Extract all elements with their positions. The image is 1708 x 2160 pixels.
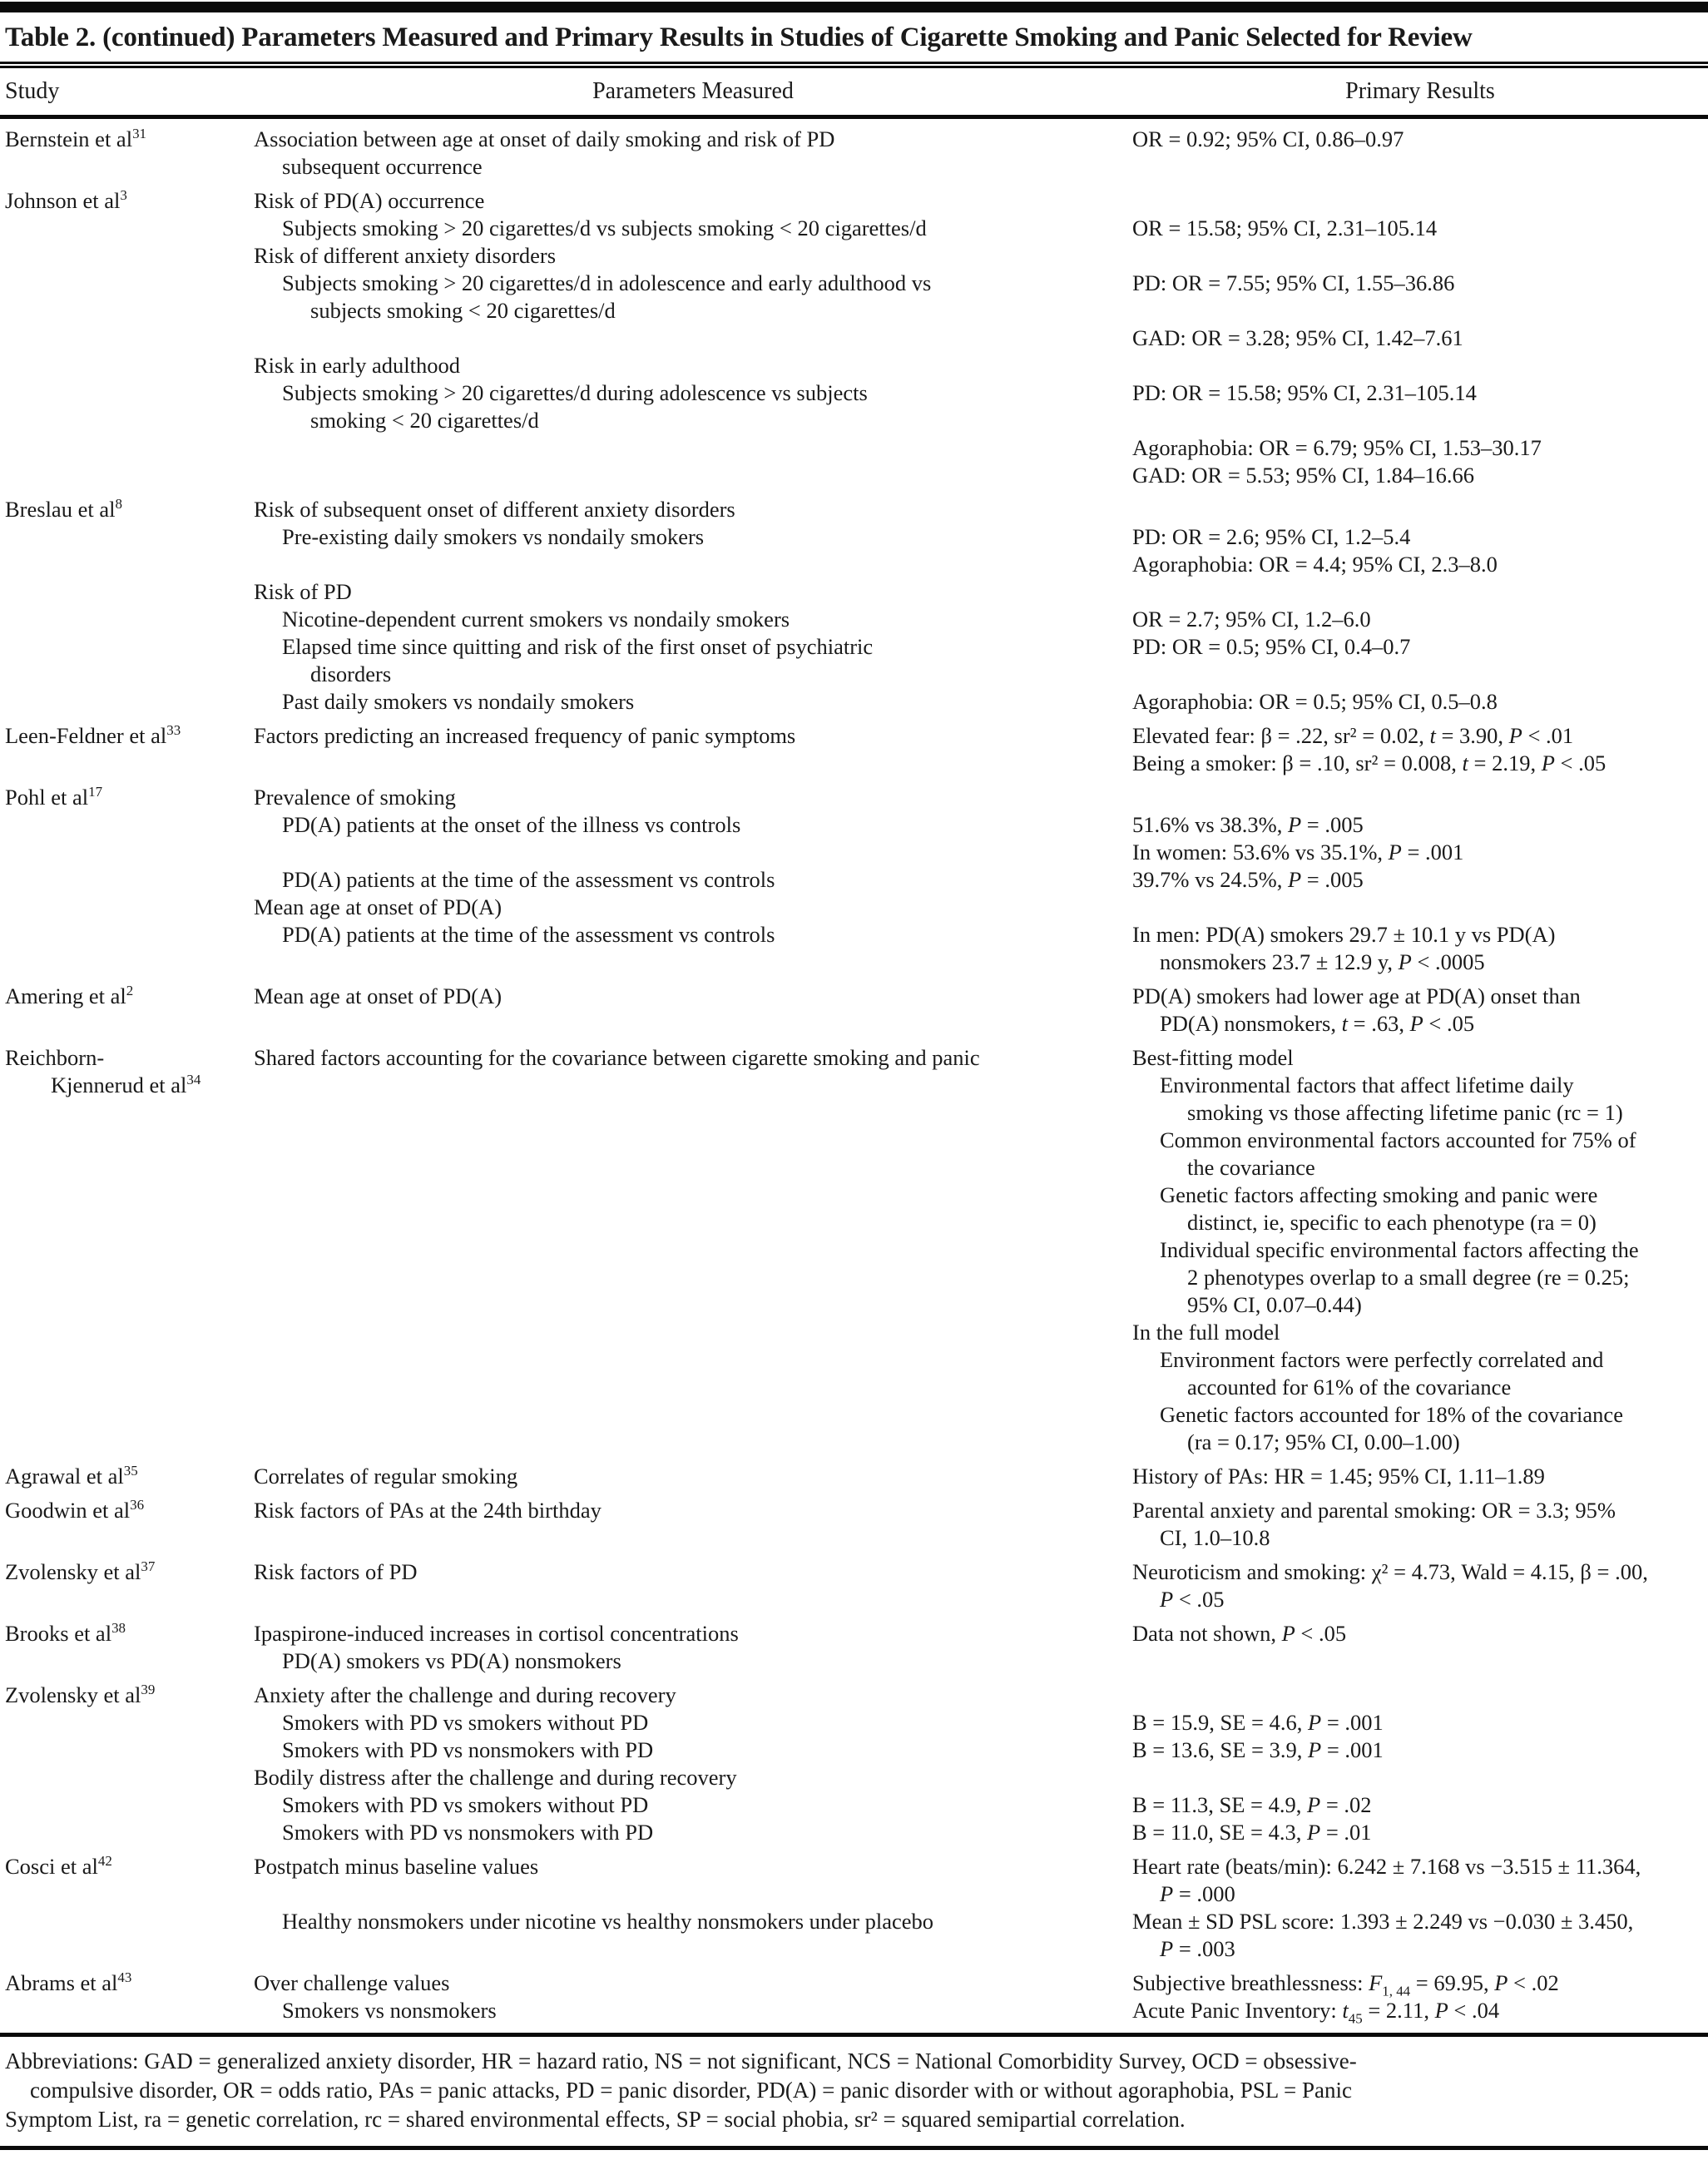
table-row [5,811,1708,839]
results-cell: OR = 15.58; 95% CI, 2.31–105.14 [1132,216,1438,240]
parameters-cell: Ipaspirone-induced increases in cortisol concentrations [254,1621,739,1646]
study-cell [5,215,254,242]
results-cell [1132,352,1708,379]
study-cell [5,1736,254,1764]
study-group [5,784,1708,976]
results-cell: 95% CI, 0.07–0.44) [1187,1292,1362,1317]
study-cell [5,606,254,633]
table-row [5,578,1708,606]
study-cell [5,1997,254,2024]
study-cell: Cosci et $al^{42}$ [5,1853,112,1879]
top-rule [0,2,1708,12]
study-group [5,1463,1708,1490]
results-cell [1132,407,1708,434]
parameters-cell [254,1346,1132,1374]
study-group [5,1558,1708,1613]
results-cell [1132,1764,1708,1791]
table-row [5,1209,1708,1236]
parameters-cell [254,1401,1132,1429]
table-row [5,1154,1708,1182]
study-cell: Goodwin et $al^{36}$ [5,1497,145,1523]
table-row [5,1010,1708,1038]
parameters-cell: Mean age at onset of PD(A) [254,983,502,1008]
study-cell: Zvolensky et $al^{39}$ [5,1682,156,1707]
results-cell: Individual specific environmental factors affecting the [1160,1237,1639,1262]
results-cell: P = .003 [1160,1936,1235,1961]
parameters-cell: Risk of subsequent onset of different anxiety disorders [254,497,735,522]
table-body [0,119,1708,2033]
study-cell [5,811,254,839]
parameters-cell: Association between age at onset of daily smoking and risk of PD [254,126,835,151]
table-row [5,1429,1708,1456]
table-row [5,187,1708,215]
study-cell: Leen-Feldner et $al^{33}$ [5,722,181,748]
table-row [5,688,1708,716]
table-row [5,215,1708,242]
results-cell [1132,153,1708,181]
parameters-cell [254,1524,1132,1552]
table-row [5,1264,1708,1291]
study-cell [5,1154,254,1182]
parameters-cell: Correlates of regular smoking [254,1464,518,1489]
column-header-results: Primary Results [1345,78,1495,104]
parameters-cell: Bodily distress after the challenge and during recovery [254,1765,737,1790]
results-cell: GAD: OR = 3.28; 95% CI, 1.42–7.61 [1132,325,1463,350]
parameters-cell [254,839,1132,866]
parameters-cell [254,1099,1132,1127]
results-cell: PD: OR = 15.58; 95% CI, 2.31–105.14 [1132,380,1477,405]
table-row [5,407,1708,434]
table-row [5,894,1708,921]
study-cell [5,921,254,949]
study-cell [5,661,254,688]
parameters-cell: Over challenge values [254,1970,450,1995]
results-cell: Mean ± SD PSL score: 1.393 ± 2.249 vs −0.030 ± 3.450, [1132,1909,1634,1934]
table-row [5,324,1708,352]
bottom-margin [0,2150,1708,2155]
results-cell: PD(A) smokers had lower age at PD(A) onset than [1132,983,1581,1008]
results-cell: Environmental factors that affect lifetime daily [1160,1073,1574,1097]
table-row [5,523,1708,551]
study-cell [5,578,254,606]
parameters-cell: Subjects smoking > 20 cigarettes/d vs subjects smoking < 20 cigarettes/d [282,216,927,240]
study-cell [5,750,254,777]
results-cell: distinct, ie, specific to each phenotype (ra = 0) [1187,1210,1597,1235]
parameters-cell [254,1319,1132,1346]
results-cell [1132,242,1708,270]
table-row [5,1935,1708,1963]
study-cell [5,434,254,462]
table-row [5,1620,1708,1647]
journal-table-page [0,2,1708,2155]
parameters-cell: PD(A) patients at the time of the assessment vs controls [282,867,775,892]
study-cell [5,1099,254,1127]
study-cell: Kjennerud et $al^{34}$ [51,1072,201,1097]
parameters-cell: Smokers with PD vs smokers without PD [282,1792,649,1817]
column-header-row [0,68,1708,115]
table-row [5,242,1708,270]
parameters-cell: Anxiety after the challenge and during recovery [254,1682,676,1707]
table-row [5,1291,1708,1319]
table-row [5,126,1708,153]
table-row [5,352,1708,379]
parameters-cell: Smokers with PD vs smokers without PD [282,1710,649,1735]
study-cell [5,270,254,297]
results-cell: OR = 0.92; 95% CI, 0.86–0.97 [1132,126,1404,151]
parameters-cell: Shared factors accounting for the covariance between cigarette smoking and panic [254,1045,980,1070]
parameters-cell: Healthy nonsmokers under nicotine vs healthy nonsmokers under placebo [282,1909,934,1934]
study-group [5,1682,1708,1846]
study-cell [5,1319,254,1346]
results-cell: OR = 2.7; 95% CI, 1.2–6.0 [1132,607,1371,632]
parameters-cell [254,949,1132,976]
table-row [5,297,1708,324]
parameters-cell: Risk factors of PAs at the 24th birthday [254,1498,602,1523]
study-cell [5,949,254,976]
table-row [5,1099,1708,1127]
results-cell [1132,297,1708,324]
table-row [5,750,1708,777]
parameters-cell [254,1374,1132,1401]
parameters-cell [254,1154,1132,1182]
results-cell: nonsmokers 23.7 ± 12.9 y, P < .0005 [1160,949,1485,974]
parameters-cell: Risk of PD(A) occurrence [254,188,485,213]
results-cell [1132,894,1708,921]
results-cell: P = .000 [1160,1881,1235,1906]
parameters-cell: PD(A) patients at the time of the assessment vs controls [282,922,775,947]
study-cell [5,462,254,489]
results-cell [1132,1682,1708,1709]
results-cell: PD: OR = 0.5; 95% CI, 0.4–0.7 [1132,634,1411,659]
study-cell [5,633,254,661]
parameters-cell [254,1209,1132,1236]
parameters-cell: Risk factors of PD [254,1559,418,1584]
results-cell: Genetic factors accounted for 18% of the covariance [1160,1402,1623,1427]
results-cell: P < .05 [1160,1587,1225,1612]
table-row [5,434,1708,462]
table-row [5,839,1708,866]
table-row [5,1558,1708,1586]
parameters-cell: Risk of different anxiety disorders [254,243,557,268]
results-cell: PD(A) nonsmokers, t = .63, P < .05 [1160,1011,1475,1036]
study-cell [5,1346,254,1374]
parameters-cell: PD(A) smokers vs PD(A) nonsmokers [282,1648,621,1673]
results-cell: B = 11.3, SE = 4.9, P = .02 [1132,1792,1372,1817]
results-cell: PD: OR = 7.55; 95% CI, 1.55–36.86 [1132,270,1455,295]
results-cell: PD: OR = 2.6; 95% CI, 1.2–5.4 [1132,524,1411,549]
study-cell [5,1819,254,1846]
study-group [5,1497,1708,1552]
table-row [5,1647,1708,1675]
parameters-cell: Risk of PD [254,579,352,604]
table-row [5,1497,1708,1524]
results-cell [1132,496,1708,523]
study-cell [5,523,254,551]
parameters-cell: subsequent occurrence [282,154,483,179]
study-cell: Zvolensky et $al^{37}$ [5,1558,156,1584]
study-group [5,126,1708,181]
parameters-cell [254,1010,1132,1038]
table-row [5,379,1708,407]
results-cell: Neuroticism and smoking: χ² = 4.73, Wald = 4.15, β = .00, [1132,1559,1648,1584]
study-cell [5,894,254,921]
table-row [5,606,1708,633]
parameters-cell: Smokers with PD vs nonsmokers with PD [282,1737,654,1762]
parameters-cell: Nicotine-dependent current smokers vs nondaily smokers [282,607,790,632]
study-cell: Pohl et $al^{17}$ [5,784,103,810]
study-cell [5,1586,254,1613]
results-cell: GAD: OR = 5.53; 95% CI, 1.84–16.66 [1132,463,1474,488]
parameters-cell: Smokers vs nonsmokers [282,1998,497,2023]
parameters-cell: Elapsed time since quitting and risk of the first onset of psychiatric [282,634,874,659]
parameters-cell: Pre-existing daily smokers vs nondaily smokers [282,524,705,549]
study-cell [5,866,254,894]
results-cell: B = 11.0, SE = 4.3, P = .01 [1132,1820,1372,1845]
results-cell: Environment factors were perfectly correlated and [1160,1347,1604,1372]
results-cell [1132,1647,1708,1675]
study-cell [5,324,254,352]
column-header-parameters: Parameters Measured [592,78,794,104]
study-cell: Reichborn- [5,1045,105,1070]
results-cell [1132,187,1708,215]
table-row [5,1182,1708,1209]
study-cell [5,379,254,407]
table-title: Table 2. (continued) Parameters Measured and Primary Results in Studies of Cigarette Smoking and Panic Selected for Review [5,22,1473,52]
column-header-study: Study [5,78,60,104]
study-cell: Agrawal et $al^{35}$ [5,1463,138,1489]
table-row [5,866,1708,894]
parameters-cell: PD(A) patients at the onset of the illness vs controls [282,812,741,837]
study-cell [5,1791,254,1819]
table-row [5,1072,1708,1099]
study-group [5,1620,1708,1675]
study-group [5,496,1708,716]
parameters-cell [254,1880,1132,1908]
table-row [5,462,1708,489]
study-cell: Johnson et $al^3$ [5,187,127,213]
table-row [5,1346,1708,1374]
table-row [5,949,1708,976]
table-row [5,1819,1708,1846]
results-cell [1132,661,1708,688]
parameters-cell: Smokers with PD vs nonsmokers with PD [282,1820,654,1845]
study-cell [5,1182,254,1209]
table-row [5,1764,1708,1791]
study-cell [5,551,254,578]
study-group [5,1044,1708,1456]
study-cell [5,1209,254,1236]
parameters-cell [254,1236,1132,1264]
parameters-cell [254,750,1132,777]
results-cell: Agoraphobia: OR = 4.4; 95% CI, 2.3–8.0 [1132,552,1498,577]
study-cell [5,1524,254,1552]
parameters-cell [254,1127,1132,1154]
study-group [5,187,1708,489]
table-row [5,722,1708,750]
study-cell [5,1010,254,1038]
table-row [5,1853,1708,1880]
parameters-cell: Past daily smokers vs nondaily smokers [282,689,635,714]
results-cell: Being a smoker: β = .10, sr² = 0.008, t = 2.19, P < .05 [1132,751,1607,775]
study-cell [5,153,254,181]
table-row [5,1236,1708,1264]
table-row [5,153,1708,181]
study-cell [5,1764,254,1791]
table-row [5,784,1708,811]
table-row [5,551,1708,578]
study-cell [5,1935,254,1963]
study-cell [5,1647,254,1675]
study-cell [5,688,254,716]
parameters-cell: Risk in early adulthood [254,353,461,378]
title-divider-rule [0,62,1708,68]
results-cell: smoking vs those affecting lifetime panic (rc = 1) [1187,1100,1623,1125]
parameters-cell [254,324,1132,352]
results-cell: the covariance [1187,1155,1315,1180]
results-cell: Parental anxiety and parental smoking: OR = 3.3; 95% [1132,1498,1616,1523]
table-row [5,1044,1708,1072]
study-group [5,1853,1708,1963]
results-cell: Best-fitting model [1132,1045,1294,1070]
study-group [5,983,1708,1038]
table-row [5,496,1708,523]
results-cell: In men: PD(A) smokers 29.7 ± 10.1 y vs PD(A) [1132,922,1556,947]
study-cell [5,242,254,270]
study-cell: Abrams et $al^{43}$ [5,1969,132,1995]
results-cell: CI, 1.0–10.8 [1160,1525,1270,1550]
study-cell: Bernstein et $al^{31}$ [5,126,146,151]
parameters-cell: smoking < 20 cigarettes/d [310,408,539,433]
results-cell [1132,784,1708,811]
study-cell: Brooks et $al^{38}$ [5,1620,126,1646]
results-cell: accounted for 61% of the covariance [1187,1375,1512,1400]
parameters-cell: Factors predicting an increased frequency of panic symptoms [254,723,796,748]
results-cell: History of PAs: HR = 1.45; 95% CI, 1.11–1.89 [1132,1464,1545,1489]
results-cell: B = 13.6, SE = 3.9, P = .001 [1132,1737,1384,1762]
study-cell [5,352,254,379]
results-cell: Elevated fear: β = .22, sr² = 0.02, t = 3.90, P < .01 [1132,723,1574,748]
results-cell: Acute Panic Inventory: $t_{45} = 2.11$, P < .04 [1132,1998,1500,2027]
study-cell [5,1264,254,1291]
table-row [5,1586,1708,1613]
study-cell [5,1127,254,1154]
parameters-cell: subjects smoking < 20 cigarettes/d [310,298,616,323]
parameters-cell [254,462,1132,489]
table-row [5,1463,1708,1490]
parameters-cell [254,1429,1132,1456]
study-cell [5,1374,254,1401]
results-cell: Agoraphobia: OR = 6.79; 95% CI, 1.53–30.17 [1132,435,1542,460]
results-cell: Heart rate (beats/min): 6.242 ± 7.168 vs −3.515 ± 11.364, [1132,1854,1641,1879]
table-row [5,1709,1708,1736]
table-row [5,1401,1708,1429]
parameters-cell: Postpatch minus baseline values [254,1854,539,1879]
parameters-cell [254,1072,1132,1099]
study-group [5,1969,1708,2027]
footnote-line: Abbreviations: GAD = generalized anxiety disorder, HR = hazard ratio, NS = not significant, NCS = National Comorbidity Survey, OCD = obsessive- [5,2049,1357,2073]
study-cell [5,297,254,324]
footnote-line: Symptom List, ra = genetic correlation, rc = shared environmental effects, SP = social phobia, sr² = squared semipartial correlation. [5,2107,1186,2132]
parameters-cell [254,1291,1132,1319]
study-group [5,722,1708,777]
parameters-cell [254,1182,1132,1209]
table-row [5,1682,1708,1709]
parameters-cell: Subjects smoking > 20 cigarettes/d during adolescence vs subjects [282,380,868,405]
table-row [5,1374,1708,1401]
table-row [5,1319,1708,1346]
results-cell: 2 phenotypes overlap to a small degree (re = 0.25; [1187,1265,1630,1290]
results-cell: 39.7% vs 24.5%, P = .005 [1132,867,1364,892]
table-row [5,1908,1708,1935]
table-row [5,983,1708,1010]
table-row [5,1127,1708,1154]
parameters-cell [254,1264,1132,1291]
results-cell: B = 15.9, SE = 4.6, P = .001 [1132,1710,1384,1735]
results-cell: In women: 53.6% vs 35.1%, P = .001 [1132,840,1464,864]
study-cell [5,1908,254,1935]
table-row [5,661,1708,688]
study-cell [5,1709,254,1736]
footnote-line: compulsive disorder, OR = odds ratio, PAs = panic attacks, PD = panic disorder, PD(A) = panic disorder with or without agoraphobia, PSL = Panic [30,2078,1352,2103]
results-cell: (ra = 0.17; 95% CI, 0.00–1.00) [1187,1429,1460,1454]
study-cell [5,407,254,434]
table-row [5,1791,1708,1819]
table-row [5,1736,1708,1764]
study-cell: Breslau et $al^8$ [5,496,122,522]
results-cell: Data not shown, P < .05 [1132,1621,1347,1646]
table-row [5,1969,1708,1997]
table-row [5,1880,1708,1908]
table-row [5,1524,1708,1552]
table-row [5,270,1708,297]
study-cell [5,839,254,866]
parameters-cell [254,434,1132,462]
study-cell: Amering et $al^2$ [5,983,134,1008]
results-cell: Common environmental factors accounted for 75% of [1160,1127,1636,1152]
results-cell: In the full model [1132,1320,1280,1345]
parameters-cell [254,551,1132,578]
study-cell [5,1401,254,1429]
results-cell: Genetic factors affecting smoking and panic were [1160,1182,1598,1207]
study-cell [5,1291,254,1319]
results-cell: Agoraphobia: OR = 0.5; 95% CI, 0.5–0.8 [1132,689,1498,714]
results-cell: 51.6% vs 38.3%, P = .005 [1132,812,1364,837]
study-cell [5,1429,254,1456]
table-row [5,921,1708,949]
parameters-cell: Prevalence of smoking [254,785,456,810]
parameters-cell: disorders [310,661,392,686]
table-row [5,633,1708,661]
parameters-cell [254,1586,1132,1613]
parameters-cell [254,1935,1132,1963]
abbreviations-note [0,2037,1708,2146]
study-cell [5,1880,254,1908]
study-cell [5,1236,254,1264]
results-cell [1132,578,1708,606]
parameters-cell: Mean age at onset of PD(A) [254,894,502,919]
table-row [5,1997,1708,2027]
results-cell: Subjective breathlessness: $F_{1, 44} = 69.95$, P < .02 [1132,1970,1559,1999]
parameters-cell: Subjects smoking > 20 cigarettes/d in adolescence and early adulthood vs [282,270,932,295]
